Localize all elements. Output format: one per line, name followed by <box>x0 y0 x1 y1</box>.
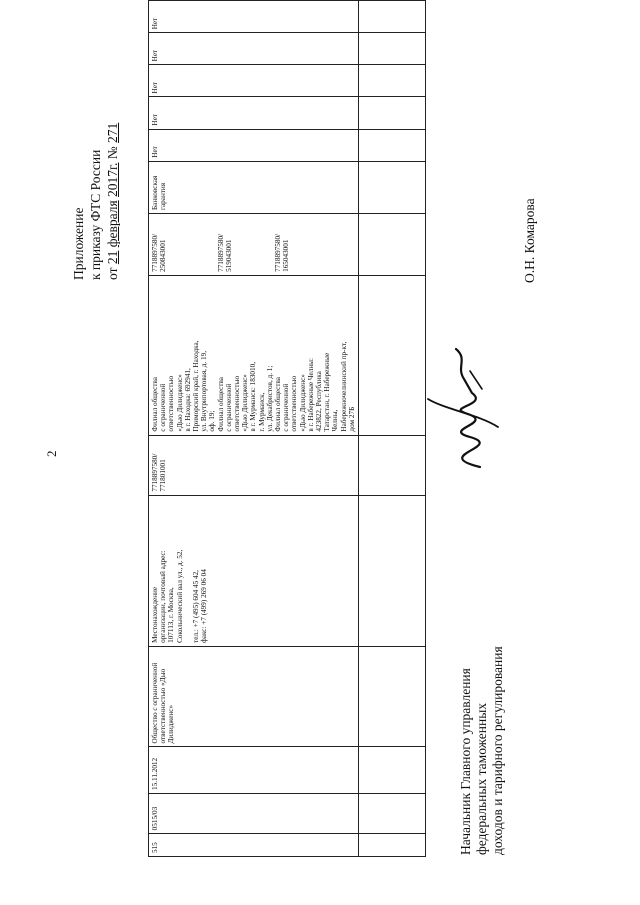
header-no-label: № <box>105 146 120 160</box>
branch-line: оф. 19; <box>208 410 217 432</box>
branch-line: ответственностью <box>233 375 242 432</box>
empty-cell <box>359 33 426 65</box>
appendix-header <box>70 123 121 280</box>
address-line: Сокольнический вал ул., д. 52, <box>175 549 184 643</box>
branch-inn-line <box>266 217 274 272</box>
branch-line: в г. Находка: 692941, <box>183 368 192 432</box>
cell-org-name: Общество с ограниченной ответственностью «Дью Дилидженс» <box>149 646 359 747</box>
branch-inn-line: 7718897580/ <box>274 233 283 272</box>
branch-inn-line: 165043001 <box>282 239 291 272</box>
empty-cell <box>359 129 426 161</box>
page-number: 2 <box>44 450 59 457</box>
header-line2: к приказу ФТС России <box>88 149 103 280</box>
cell-flag-1: Нет <box>149 129 359 161</box>
branch-line: ответственностью <box>290 375 299 432</box>
branch-inn-line <box>249 217 257 272</box>
branch-line: г. Мурманск, <box>257 392 266 432</box>
branch-inn-line <box>184 217 192 272</box>
empty-cell <box>359 495 426 646</box>
signatory-title <box>458 646 506 855</box>
signatory-title-line2: федеральных таможенных <box>474 702 489 855</box>
header-line3 <box>104 123 121 280</box>
branch-line: ул. Внутрипортовая, д. 19, <box>200 351 209 432</box>
empty-cell <box>359 161 426 213</box>
header-line1: Приложение <box>71 207 86 280</box>
branch-line: Филиал общества <box>151 377 159 432</box>
branch-line: с ограниченной <box>224 383 233 432</box>
address-line: тел.: +7 (495) 604 45 42, <box>192 570 201 643</box>
header-order-number: 271 <box>105 122 120 143</box>
branch-line: Филиал общества <box>216 377 225 432</box>
address-line <box>184 499 192 643</box>
cell-guarantee: Банковская гарантия <box>149 161 359 213</box>
cell-flag-3: Нет <box>149 65 359 97</box>
signatory-title-line3: доходов и тарифного регулирования <box>490 646 505 855</box>
branch-inn-line <box>176 217 184 272</box>
address-line: организации, почтовый адрес: <box>159 550 168 643</box>
header-date-year: 2017г. <box>105 162 120 197</box>
branch-inn-line <box>167 217 175 272</box>
branch-line: с ограниченной <box>282 383 291 432</box>
table-row <box>149 1 359 857</box>
branch-line: «Дью Дилидженс» <box>241 374 250 432</box>
branch-line: «Дью Дилидженс» <box>298 374 307 432</box>
header-date-month: февраля <box>105 200 120 248</box>
branch-line: с ограниченной <box>159 383 168 432</box>
signatory-title-line1: Начальник Главного управления <box>458 668 473 855</box>
cell-reg-no: 0515/03 <box>149 793 359 833</box>
cell-flag-5: Нет <box>149 1 359 33</box>
address-line: 107113, г. Москва, <box>167 587 176 643</box>
branch-line: Татарстан, г. Набережные <box>323 352 332 432</box>
header-date-prefix: от <box>105 267 120 280</box>
address-line: факс: +7 (499) 269 06 04 <box>200 569 209 643</box>
branch-inn-line <box>200 217 208 272</box>
branch-line: в г. Мурманск: 183010, <box>249 361 258 432</box>
address-line: Местонахождение <box>151 586 159 643</box>
branch-line: Набережночелнинский пр-кт, <box>339 341 348 432</box>
branch-line: 423822, Республика <box>315 371 324 432</box>
handwritten-signature <box>410 335 520 475</box>
cell-address <box>149 495 359 646</box>
cell-flag-2: Нет <box>149 97 359 129</box>
empty-cell <box>359 646 426 747</box>
cell-date: 15.11.2012 <box>149 747 359 794</box>
empty-cell <box>359 834 426 857</box>
empty-cell <box>359 1 426 33</box>
branch-inn-line <box>208 217 216 272</box>
cell-branches <box>149 275 359 435</box>
branch-line: Филиал общества <box>274 377 283 432</box>
cell-branch-inn-kpp <box>149 213 359 275</box>
branch-line: ул. Декабристов, д. 1; <box>265 365 274 432</box>
empty-cell <box>359 213 426 275</box>
branch-inn-line <box>192 217 200 272</box>
branch-line: Челны, <box>331 409 340 432</box>
empty-cell <box>359 747 426 794</box>
branch-inn-line: 7718897580/ <box>216 233 225 272</box>
branch-inn-line <box>241 217 249 272</box>
branch-inn-line <box>233 217 241 272</box>
branch-inn-line: 519043001 <box>224 239 233 272</box>
branch-inn-line <box>258 217 266 272</box>
branch-inn-line: 7718897580/ <box>151 233 159 272</box>
empty-cell <box>359 97 426 129</box>
header-date-day: 21 <box>105 250 120 265</box>
registry-table <box>148 0 426 857</box>
branch-inn-line: 250843001 <box>159 239 168 272</box>
branch-line: в г. Набережные Челны: <box>306 357 315 432</box>
cell-flag-4: Нет <box>149 33 359 65</box>
branch-line: Приморский край, г. Находка, <box>192 340 201 432</box>
empty-cell <box>359 65 426 97</box>
cell-inn-kpp: 7718897580/ 771801001 <box>149 435 359 495</box>
cell-number: 515 <box>149 834 359 857</box>
branch-line: «Дью Дилидженс» <box>175 374 184 432</box>
signer-name: О.Н. Комарова <box>522 198 537 283</box>
empty-cell <box>359 793 426 833</box>
branch-line: ответственностью <box>167 375 176 432</box>
branch-line: дом 27Б <box>347 406 356 432</box>
